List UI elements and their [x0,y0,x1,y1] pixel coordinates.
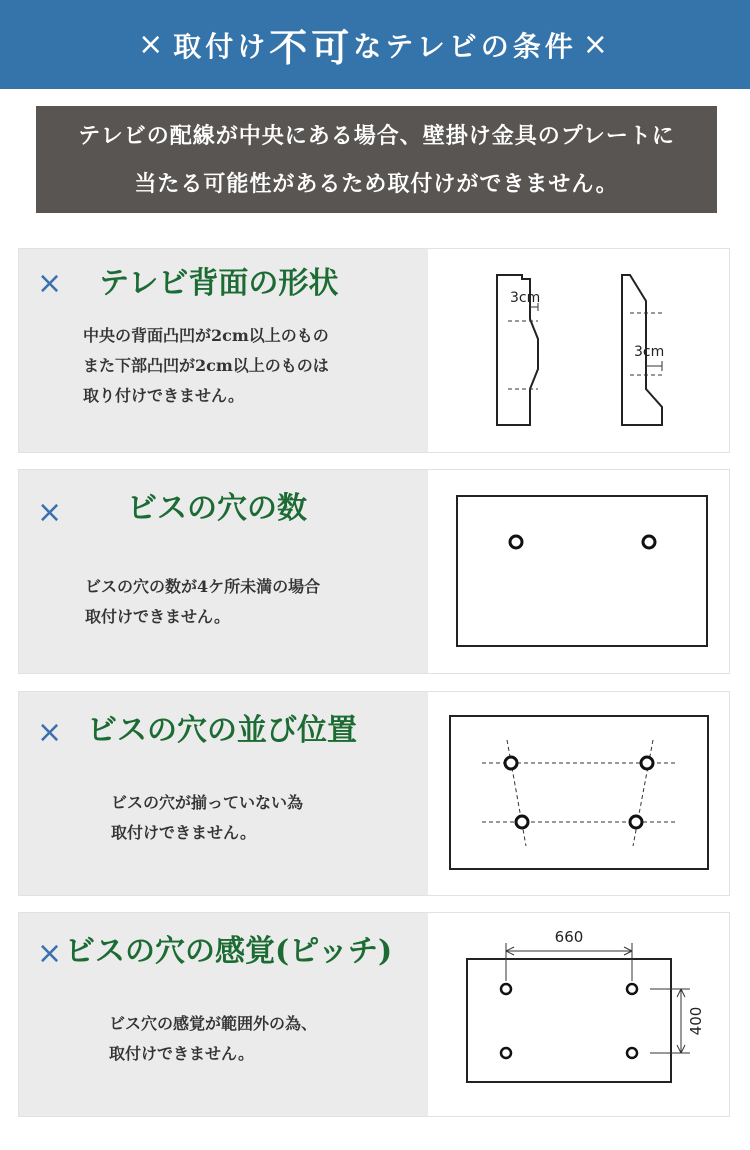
depth-label: 3cm [634,344,665,360]
condition-card-screw-alignment [18,691,730,896]
screw-count-figure [428,470,729,673]
screw-hole [501,1048,511,1058]
description-line: 取り付けできません。 [83,386,244,405]
description-line: 中央の背面凸凹が2cm以上のもの [83,326,329,345]
notice-line: 当たる可能性があるため取付けができません。 [134,170,619,197]
screw-hole [516,816,528,828]
depth-label: 3cm [510,290,541,306]
card-title: ビスの穴の並び位置 [87,713,357,748]
card-title: テレビ背面の形状 [99,266,339,301]
back-shape-figure [428,249,729,452]
screw-hole [627,1048,637,1058]
card-title: ビスの穴の数 [127,491,307,526]
screw-hole [627,984,637,994]
height-label: 400 [687,1006,705,1036]
card-description [111,788,303,848]
cross-icon: × [138,27,168,62]
header-text-emphasis: 不可 [269,25,354,70]
page-header [0,0,750,89]
card-description [109,1009,317,1069]
screw-pitch-diagram [428,913,729,1116]
header-text-1: 取付け [173,29,270,63]
cross-icon: × [37,495,63,530]
screw-hole [510,536,522,548]
cross-icon: × [582,27,612,62]
card-description [85,572,320,632]
card-description [83,321,329,411]
condition-card-screw-count [18,469,730,674]
back-profile-diagram [428,249,729,452]
cross-icon: × [37,936,63,971]
cross-icon: × [37,715,63,750]
description-line: また下部凸凹が2cm以上のものは [83,356,329,375]
condition-card-screw-pitch [18,912,730,1117]
screw-count-diagram [428,470,729,673]
description-line: ビスの穴が揃っていない為 [111,793,304,812]
screw-hole [643,536,655,548]
description-line: 取付けできません。 [85,607,230,626]
card-title: ビスの穴の感覚(ピッチ) [65,934,393,969]
header-text-2: なテレビの条件 [353,29,577,63]
cross-icon: × [37,266,63,301]
screw-hole [630,816,642,828]
screw-hole [505,757,517,769]
width-label: 660 [554,928,584,946]
description-line: 取付けできません。 [111,823,256,842]
notice-line: テレビの配線が中央にある場合、壁掛け金具のプレートに [78,122,675,149]
screw-hole [501,984,511,994]
description-line: ビスの穴の数が4ケ所未満の場合 [85,577,321,596]
screw-alignment-diagram [428,692,729,895]
description-line: ビス穴の感覚が範囲外の為、 [109,1014,318,1033]
description-line: 取付けできません。 [109,1044,254,1063]
wiring-notice [36,106,717,213]
screw-alignment-figure [428,692,729,895]
screw-pitch-figure [428,913,729,1116]
screw-hole [641,757,653,769]
condition-card-back-shape [18,248,730,453]
